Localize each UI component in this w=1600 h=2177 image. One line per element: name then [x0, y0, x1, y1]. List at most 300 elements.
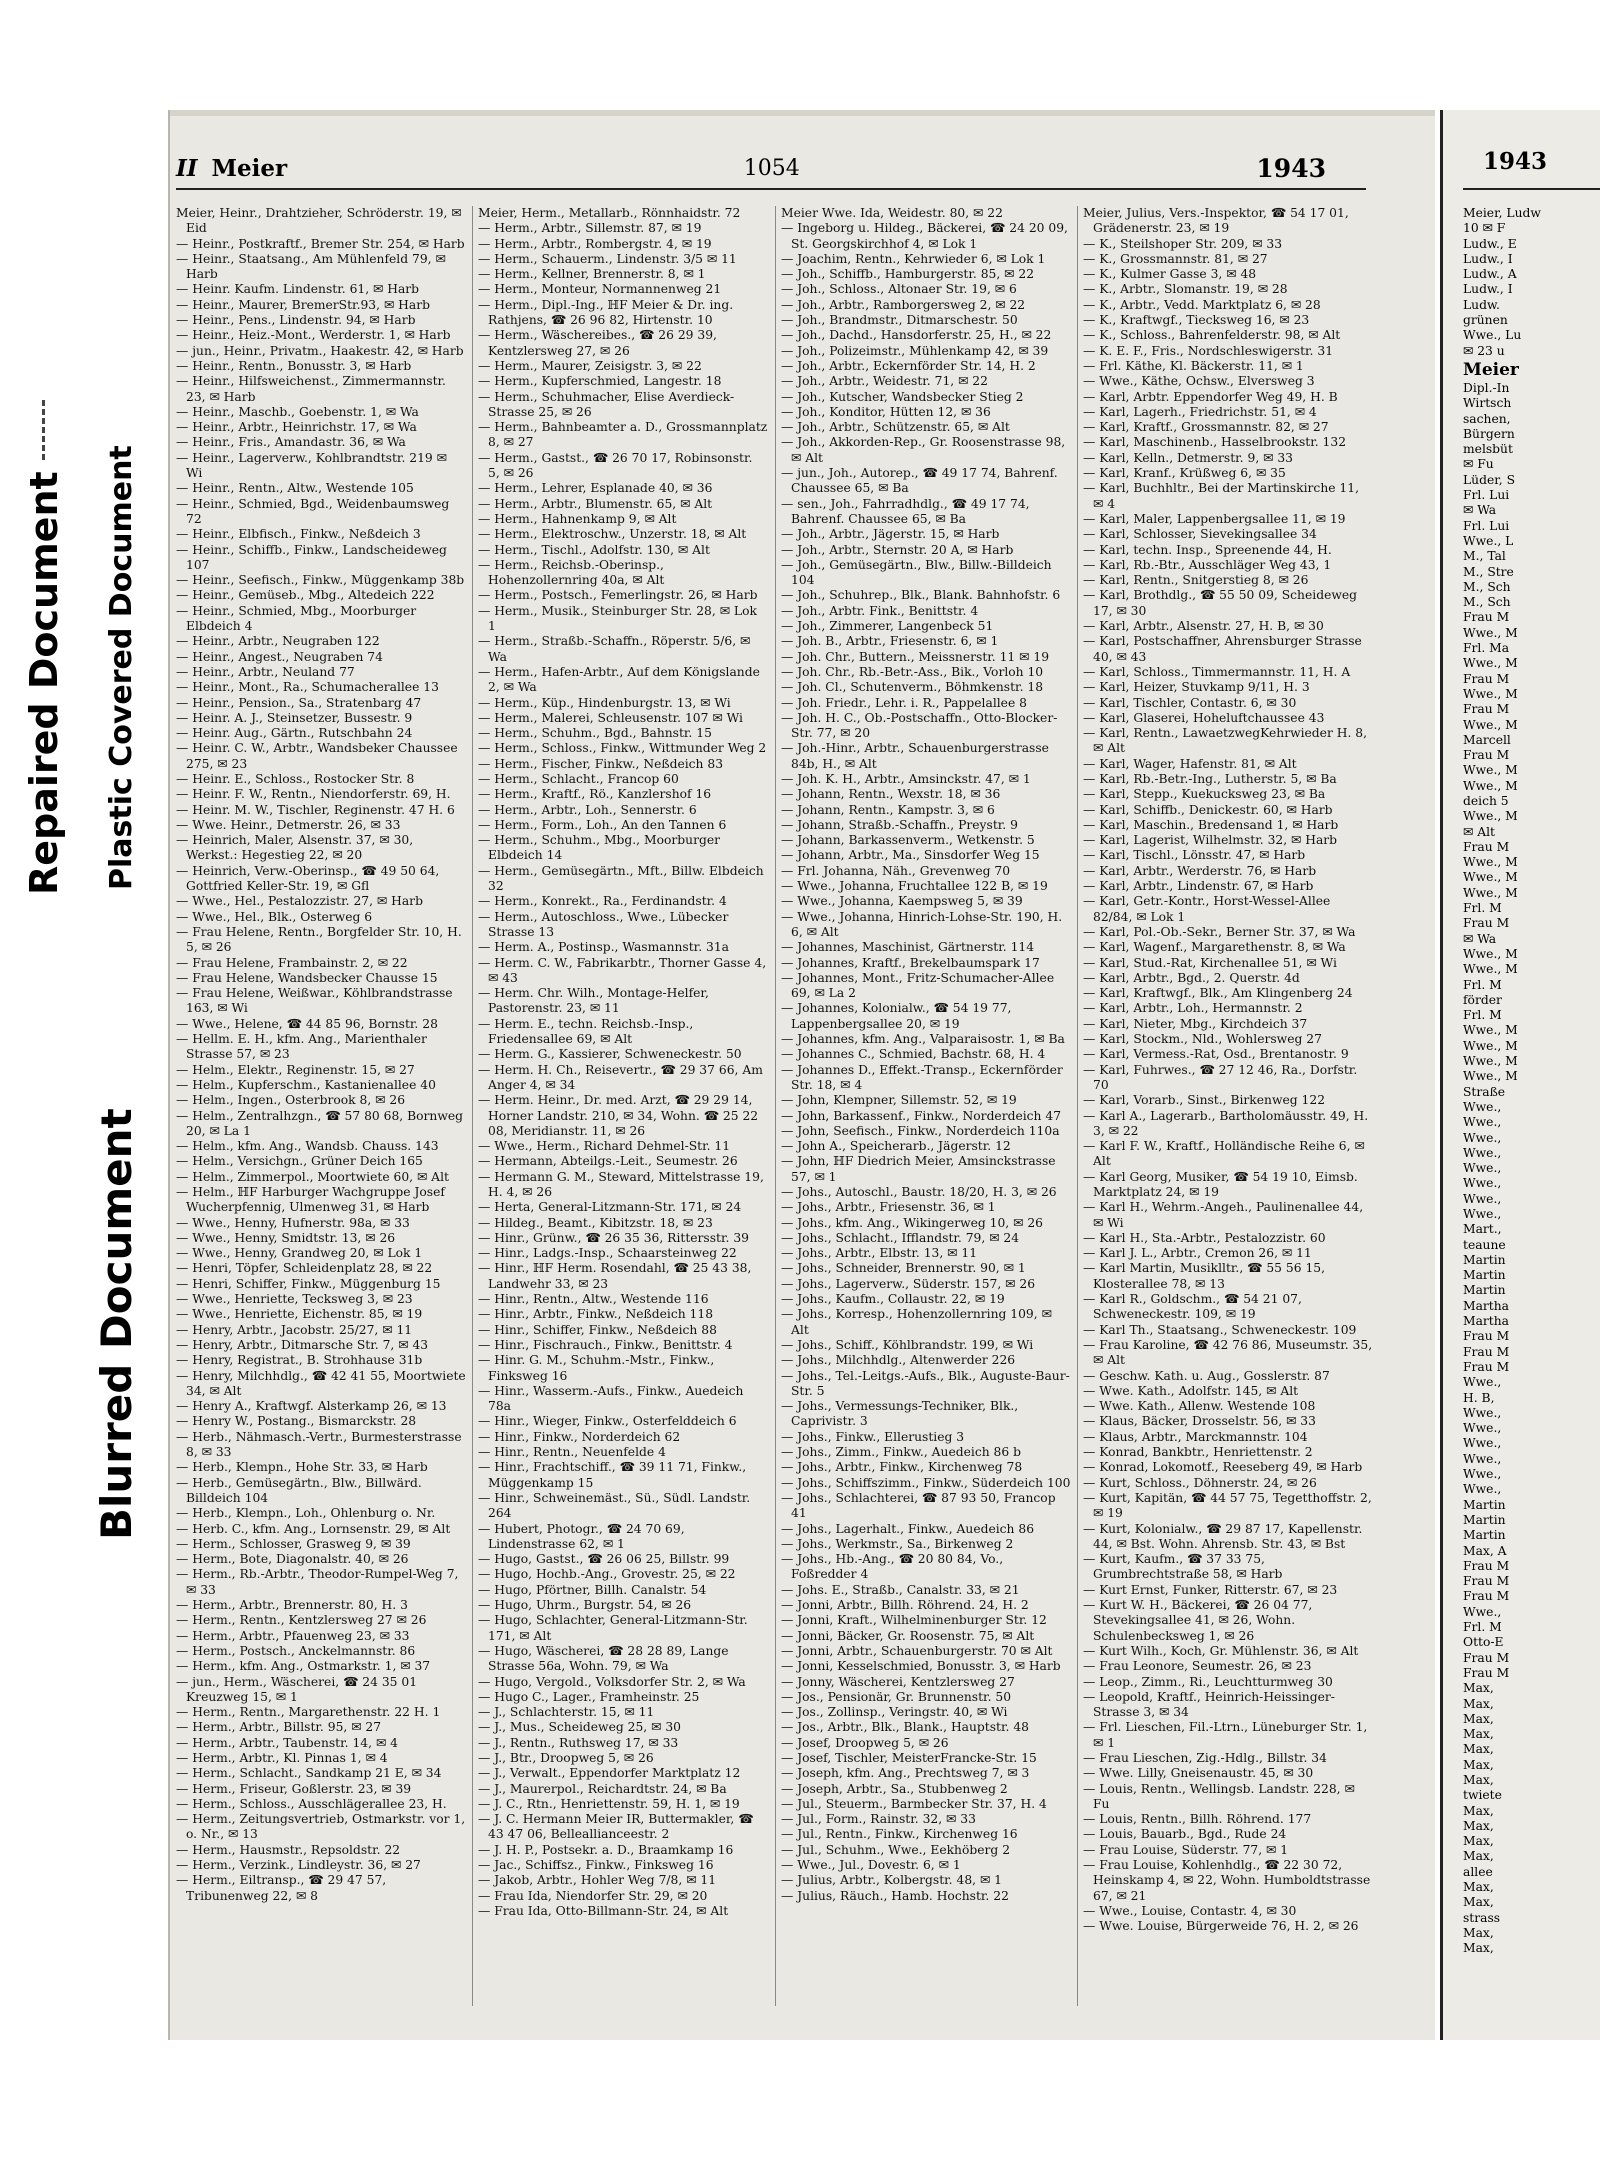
directory-entry: — Kurt Wilh., Koch, Gr. Mühlenstr. 36, ✉ Alt: [1083, 1644, 1373, 1659]
directory-entry: — Johann, Straßb.-Schaffn., Preystr. 9: [781, 818, 1071, 833]
directory-entry: — Hinr., Grünw., ☎ 26 35 36, Rittersstr. 39: [478, 1231, 768, 1246]
directory-entry: — Herm., Schloss., Ausschlägerallee 23, H.: [176, 1797, 466, 1812]
directory-entry: — Johs., Autoschl., Baustr. 18/20, H. 3, ✉ 26: [781, 1185, 1071, 1200]
directory-entry: — Jonny, Wäscherei, Kentzlersweg 27: [781, 1675, 1071, 1690]
directory-entry: — Herm., Dipl.-Ing., ℍF Meier & Dr. ing. Rathjens, ☎ 26 96 82, Hirtenstr. 10: [478, 298, 768, 329]
next-page-line: M., Sch: [1463, 595, 1511, 610]
directory-entry: — John, Seefisch., Finkw., Norderdeich 110a: [781, 1124, 1071, 1139]
directory-entry: — Herm., Rb.-Arbtr., Theodor-Rumpel-Weg 7, ✉ 33: [176, 1567, 466, 1598]
next-page-line: Max,: [1463, 1895, 1494, 1910]
directory-entry: — Joh., Polizeimstr., Mühlenkamp 42, ✉ 39: [781, 344, 1071, 359]
directory-entry: — K., Arbtr., Slomanstr. 19, ✉ 28: [1083, 282, 1373, 297]
directory-entry: — Herb. C., kfm. Ang., Lornsenstr. 29, ✉ Alt: [176, 1522, 466, 1537]
directory-entry: — Hellm. E. H., kfm. Ang., Marienthaler Strasse 57, ✉ 23: [176, 1032, 466, 1063]
directory-entry: — Josef, Tischler, MeisterFrancke-Str. 15: [781, 1751, 1071, 1766]
next-page-line: Wwe.,: [1463, 1176, 1502, 1191]
directory-entry: — Herm., Schloss., Finkw., Wittmunder Weg 2: [478, 741, 768, 756]
directory-entry: — Karl, Nieter, Mbg., Kirchdeich 37: [1083, 1017, 1373, 1032]
directory-entry: — Frau Helene, Wandsbecker Chausse 15: [176, 971, 466, 986]
directory-entry: — Wwe., Käthe, Ochsw., Elversweg 3: [1083, 374, 1373, 389]
directory-entry: — Hugo, Wäscherei, ☎ 28 28 89, Lange Strasse 56a, Wohn. 79, ✉ Wa: [478, 1644, 768, 1675]
directory-entry: — Herm., Straßb.-Schaffn., Röperstr. 5/6, ✉ Wa: [478, 634, 768, 665]
directory-entry: — Herm., Maurer, Zeisigstr. 3, ✉ 22: [478, 359, 768, 374]
directory-entry: Meier Wwe. Ida, Weidestr. 80, ✉ 22: [781, 206, 1003, 220]
directory-entry: — Herb., Klempn., Loh., Ohlenburg o. Nr.: [176, 1506, 466, 1521]
next-page-line: förder: [1463, 992, 1502, 1007]
next-page-line: Frl. M: [1463, 901, 1502, 916]
directory-entry: — Hermann, Abteilgs.-Leit., Seumestr. 26: [478, 1154, 768, 1169]
next-page-line: Frl. M: [1463, 1620, 1502, 1635]
directory-entry: — Karl F. W., Kraftf., Holländische Reihe 6, ✉ Alt: [1083, 1139, 1373, 1170]
directory-entry: — Johs., Schlachterei, ☎ 87 93 50, Francop 41: [781, 1491, 1071, 1522]
next-page-line: Wwe., M: [1463, 870, 1518, 885]
next-page-line: ✉ Wa: [1463, 931, 1497, 946]
directory-entry: — Karl, Rb.-Btr., Ausschläger Weg 43, 1: [1083, 558, 1373, 573]
directory-entry: — Johann, Rentn., Kampstr. 3, ✉ 6: [781, 803, 1071, 818]
directory-entry: — Frau Helene, Frambainstr. 2, ✉ 22: [176, 956, 466, 971]
next-page-line: Wwe., M: [1463, 962, 1518, 977]
directory-entry: — Wwe., Hel., Pestalozzistr. 27, ✉ Harb: [176, 894, 466, 909]
directory-entry: — Julius, Arbtr., Kolbergstr. 48, ✉ 1: [781, 1873, 1071, 1888]
directory-entry: Meier, Heinr., Drahtzieher, Schröderstr. 19, ✉ Eid: [176, 206, 462, 236]
blurred-document-label: Blurred Document: [92, 1108, 141, 1540]
directory-column-4: [1083, 206, 1373, 2006]
directory-entry: — Helm., kfm. Ang., Wandsb. Chauss. 143: [176, 1139, 466, 1154]
directory-entry: — Frau Helene, Weißwar., Köhlbrandstrasse 163, ✉ Wi: [176, 986, 466, 1017]
directory-entry: — K., Grossmannstr. 81, ✉ 27: [1083, 252, 1373, 267]
directory-entry: — Karl, Schlosser, Sievekingsallee 34: [1083, 527, 1373, 542]
directory-entry: — Herm., Elektroschw., Unzerstr. 18, ✉ Alt: [478, 527, 768, 542]
directory-entry: — Jonni, Kraft., Wilhelminenburger Str. 12: [781, 1613, 1071, 1628]
directory-entry: — Herm. H. Ch., Reisevertr., ☎ 29 37 66, Am Anger 4, ✉ 34: [478, 1063, 768, 1094]
directory-entry: — Jac., Schiffsz., Finkw., Finksweg 16: [478, 1858, 768, 1873]
directory-entry: — Karl, Maschin., Bredensand 1, ✉ Harb: [1083, 818, 1373, 833]
directory-entry: — Joh., Brandmstr., Ditmarschestr. 50: [781, 313, 1071, 328]
directory-entry: — Johannes, kfm. Ang., Valparaisostr. 1, ✉ Ba: [781, 1032, 1071, 1047]
directory-entry: — Konrad, Bankbtr., Henriettenstr. 2: [1083, 1445, 1373, 1460]
directory-entry: — Hugo, Vergold., Volksdorfer Str. 2, ✉ Wa: [478, 1675, 768, 1690]
directory-entry: — Karl, Arbtr., Loh., Hermannstr. 2: [1083, 1001, 1373, 1016]
next-page-line: Wwe., M: [1463, 946, 1518, 961]
directory-entry: — Joh., Arbtr., Schützenstr. 65, ✉ Alt: [781, 420, 1071, 435]
directory-entry: — Karl, Postschaffner, Ahrensburger Strasse 40, ✉ 43: [1083, 634, 1373, 665]
directory-entry: — Henry A., Kraftwgf. Alsterkamp 26, ✉ 13: [176, 1399, 466, 1414]
directory-entry: — Johannes, Mont., Fritz-Schumacher-Allee 69, ✉ La 2: [781, 971, 1071, 1002]
directory-entry: — Joseph, Arbtr., Sa., Stubbenweg 2: [781, 1782, 1071, 1797]
directory-entry: — Leopold, Kraftf., Heinrich-Heissinger-Strasse 3, ✉ 34: [1083, 1690, 1373, 1721]
directory-entry: — Hinr., Rentn., Neuenfelde 4: [478, 1445, 768, 1460]
directory-entry: — Josef, Droopweg 5, ✉ 26: [781, 1736, 1071, 1751]
directory-entry: — Hinr., Rentn., Altw., Westende 116: [478, 1292, 768, 1307]
directory-entry: — Konrad, Lokomotf., Reeseberg 49, ✉ Harb: [1083, 1460, 1373, 1475]
directory-entry: — Karl, Maschinenb., Hasselbrookstr. 132: [1083, 435, 1373, 450]
directory-entry: — Jul., Schuhm., Wwe., Eekhöberg 2: [781, 1843, 1071, 1858]
next-page-line: Max, A: [1463, 1543, 1507, 1558]
directory-entry: — Louis, Rentn., Wellingsb. Landstr. 228, ✉ Fu: [1083, 1782, 1373, 1813]
next-page-line: Max,: [1463, 1681, 1494, 1696]
next-page-line: H. B,: [1463, 1390, 1495, 1405]
directory-entry: — Hugo, Uhrm., Burgstr. 54, ✉ 26: [478, 1598, 768, 1613]
directory-entry: — Herm., Form., Loh., An den Tannen 6: [478, 818, 768, 833]
directory-entry: — Heinr. C. W., Arbtr., Wandsbeker Chaussee 275, ✉ 23: [176, 741, 466, 772]
next-page-line: Wwe., M: [1463, 778, 1518, 793]
directory-entry: Meier, Julius, Vers.-Inspektor, ☎ 54 17 01, Grädenerstr. 23, ✉ 19: [1083, 206, 1349, 236]
directory-entry: — Joh., Arbtr., Eckernförder Str. 14, H. 2: [781, 359, 1071, 374]
directory-entry: — Heinr., Heiz.-Mont., Werderstr. 1, ✉ Harb: [176, 328, 466, 343]
directory-entry: — Herm., Malerei, Schleusenstr. 107 ✉ Wi: [478, 711, 768, 726]
directory-entry: — Johs., Milchhdlg., Altenwerder 226: [781, 1353, 1071, 1368]
directory-entry: — Herm., Bote, Diagonalstr. 40, ✉ 26: [176, 1552, 466, 1567]
directory-entry: — Herm., Arbtr., Brennerstr. 80, H. 3: [176, 1598, 466, 1613]
directory-entry: — jun., Heinr., Privatm., Haakestr. 42, ✉ Harb: [176, 344, 466, 359]
directory-entry: — Jos., Arbtr., Blk., Blank., Hauptstr. 48: [781, 1720, 1071, 1735]
directory-entry: — Karl, Pol.-Ob.-Sekr., Berner Str. 37, ✉ Wa: [1083, 925, 1373, 940]
directory-entry: — Heinr., Schmied, Bgd., Weidenbaumsweg 72: [176, 497, 466, 528]
directory-entry: — Karl, Vermess.-Rat, Osd., Brentanostr. 9: [1083, 1047, 1373, 1062]
directory-entry: — Heinr., Staatsang., Am Mühlenfeld 79, ✉ Harb: [176, 252, 466, 283]
directory-entry: — Karl A., Lagerarb., Bartholomäusstr. 49, H. 3, ✉ 22: [1083, 1109, 1373, 1140]
plastic-covered-document-label: Plastic Covered Document: [104, 445, 139, 890]
directory-entry: — Joh. Chr., Buttern., Meissnerstr. 11 ✉ 19: [781, 650, 1071, 665]
directory-entry: — John A., Speicherarb., Jägerstr. 12: [781, 1139, 1071, 1154]
directory-entry: — Karl H., Sta.-Arbtr., Pestalozzistr. 60: [1083, 1231, 1373, 1246]
directory-entry: — Karl, Stockm., Nld., Wohlersweg 27: [1083, 1032, 1373, 1047]
next-page-line: ✉ Wa: [1463, 503, 1497, 518]
next-page-line: Wwe.,: [1463, 1421, 1502, 1436]
directory-entry: — Karl, Arbtr., Bgd., 2. Querstr. 4d: [1083, 971, 1373, 986]
directory-entry: — Heinr., Angest., Neugraben 74: [176, 650, 466, 665]
directory-entry: — Johs., Lagerverw., Süderstr. 157, ✉ 26: [781, 1277, 1071, 1292]
directory-entry: — Johannes, Kraftf., Brekelbaumspark 17: [781, 956, 1071, 971]
directory-entry: — Karl, Fuhrwes., ☎ 27 12 46, Ra., Dorfstr. 70: [1083, 1063, 1373, 1094]
next-page-line: Max,: [1463, 1757, 1494, 1772]
directory-entry: — Herm. E., techn. Reichsb.-Insp., Friedensallee 69, ✉ Alt: [478, 1017, 768, 1048]
repaired-document-label: Repaired Document: [22, 471, 66, 895]
directory-entry: — Heinr., Seefisch., Finkw., Müggenkamp 38b: [176, 573, 466, 588]
directory-entry: — Heinr. F. W., Rentn., Niendorferstr. 69, H.: [176, 787, 466, 802]
directory-entry: — Karl H., Wehrm.-Angeh., Paulinenallee 44, ✉ Wi: [1083, 1200, 1373, 1231]
directory-entry: — Joh., Dachd., Hansdorferstr. 25, H., ✉ 22: [781, 328, 1071, 343]
next-page-line: Frl. Lui: [1463, 518, 1510, 533]
directory-entry: — Herm., Friseur, Goßlerstr. 23, ✉ 39: [176, 1782, 466, 1797]
directory-entry: — Johs., Tel.-Leitgs.-Aufs., Blk., Auguste-Baur-Str. 5: [781, 1369, 1071, 1400]
directory-entry: — Henry W., Postang., Bismarckstr. 28: [176, 1414, 466, 1429]
directory-entry: — Heinr. M. W., Tischler, Reginenstr. 47 H. 6: [176, 803, 466, 818]
directory-entry: — Wwe., Henny, Grandweg 20, ✉ Lok 1: [176, 1246, 466, 1261]
directory-entry: — Klaus, Arbtr., Marckmannstr. 104: [1083, 1430, 1373, 1445]
next-page-line: Frl. M: [1463, 977, 1502, 992]
directory-entry: — Hermann G. M., Steward, Mittelstrasse 19, H. 4, ✉ 26: [478, 1170, 768, 1201]
directory-entry: — Joachim, Rentn., Kehrwieder 6, ✉ Lok 1: [781, 252, 1071, 267]
next-page-line: M., Sch: [1463, 579, 1511, 594]
directory-entry: — Johann, Arbtr., Ma., Sinsdorfer Weg 15: [781, 848, 1071, 863]
directory-entry: — Hildeg., Beamt., Kibitzstr. 18, ✉ 23: [478, 1216, 768, 1231]
next-page-line: Frau M: [1463, 1650, 1510, 1665]
directory-entry: — Johs., Finkw., Ellerustieg 3: [781, 1430, 1071, 1445]
next-page-line: Ludw., E: [1463, 236, 1517, 251]
directory-entry: — Herm., Schauerm., Lindenstr. 3/5 ✉ 11: [478, 252, 768, 267]
directory-entry: — Heinr., Rentn., Altw., Westende 105: [176, 481, 466, 496]
directory-entry: — Joh. Chr., Rb.-Betr.-Ass., Bik., Vorloh 10: [781, 665, 1071, 680]
directory-entry: — Karl, Vorarb., Sinst., Birkenweg 122: [1083, 1093, 1373, 1108]
directory-entry: — Herm., Hahnenkamp 9, ✉ Alt: [478, 512, 768, 527]
directory-entry: — Herm. C. W., Fabrikarbtr., Thorner Gasse 4, ✉ 43: [478, 956, 768, 987]
next-page-line: Frau M: [1463, 916, 1510, 931]
directory-entry: — Wwe., Henny, Smidtstr. 13, ✉ 26: [176, 1231, 466, 1246]
directory-entry: — Herm., Rentn., Margarethenstr. 22 H. 1: [176, 1705, 466, 1720]
directory-entry: — Hugo, Pförtner, Billh. Canalstr. 54: [478, 1583, 768, 1598]
directory-entry: — Jakob, Arbtr., Hohler Weg 7/8, ✉ 11: [478, 1873, 768, 1888]
directory-entry: — Frl. Lieschen, Fil.-Ltrn., Lüneburger Str. 1, ✉ 1: [1083, 1720, 1373, 1751]
directory-entry: — Karl, Tischl., Lönsstr. 47, ✉ Harb: [1083, 848, 1373, 863]
directory-entry: — J., Rentn., Ruthsweg 17, ✉ 33: [478, 1736, 768, 1751]
directory-entry: — Karl, Rb.-Betr.-Ing., Lutherstr. 5, ✉ Ba: [1083, 772, 1373, 787]
directory-entry: — Karl, Stud.-Rat, Kirchenallee 51, ✉ Wi: [1083, 956, 1373, 971]
next-page-line: Frl. Lui: [1463, 488, 1510, 503]
directory-entry: — Joh., Arbtr., Weidestr. 71, ✉ 22: [781, 374, 1071, 389]
next-page-line: Marcell: [1463, 732, 1511, 747]
directory-entry: — Herm., Hausmstr., Repsoldstr. 22: [176, 1843, 466, 1858]
directory-entry: — Karl, Kraftwgf., Blk., Am Klingenberg 24: [1083, 986, 1373, 1001]
directory-entry: — Joh. Friedr., Lehr. i. R., Pappelallee 8: [781, 696, 1071, 711]
next-page-column: [1463, 206, 1600, 1957]
next-page-line: Max,: [1463, 1696, 1494, 1711]
directory-entry: — Herb., Nähmasch.-Vertr., Burmesterstrasse 8, ✉ 33: [176, 1430, 466, 1461]
directory-entry: — Karl, Getr.-Kontr., Horst-Wessel-Allee 82/84, ✉ Lok 1: [1083, 894, 1373, 925]
directory-entry: — Karl, techn. Insp., Spreenende 44, H.: [1083, 543, 1373, 558]
page-number: 1054: [743, 155, 800, 181]
directory-column-1: [176, 206, 466, 2006]
next-page-line: Max,: [1463, 1818, 1494, 1833]
next-page-line: Frau M: [1463, 748, 1510, 763]
directory-entry: — Henry, Milchhdlg., ☎ 42 41 55, Moortwiete 34, ✉ Alt: [176, 1369, 466, 1400]
directory-entry: — Herm., Arbtr., Rombergstr. 4, ✉ 19: [478, 237, 768, 252]
directory-entry: — Jul., Rentn., Finkw., Kirchenweg 16: [781, 1827, 1071, 1842]
next-page-line: Wwe.,: [1463, 1436, 1502, 1451]
next-page-line: Wwe., M: [1463, 763, 1518, 778]
directory-entry: — Karl, Schiffb., Denickestr. 60, ✉ Harb: [1083, 803, 1373, 818]
directory-entry: — Heinr., Maurer, BremerStr.93, ✉ Harb: [176, 298, 466, 313]
directory-entry: — K., Steilshoper Str. 209, ✉ 33: [1083, 237, 1373, 252]
directory-entry: — Johs., Hb.-Ang., ☎ 20 80 84, Vo., Foßredder 4: [781, 1552, 1071, 1583]
directory-entry: — Herm., Arbtr., Loh., Sennerstr. 6: [478, 803, 768, 818]
directory-entry: — Hinr., Finkw., Norderdeich 62: [478, 1430, 768, 1445]
next-page-line: Frau M: [1463, 1665, 1510, 1680]
next-page-line: Max,: [1463, 1925, 1494, 1940]
directory-entry: — Wwe., Hel., Blk., Osterweg 6: [176, 910, 466, 925]
next-page-line: grünen: [1463, 313, 1508, 328]
directory-entry: — Joh., Arbtr., Ramborgersweg 2, ✉ 22: [781, 298, 1071, 313]
next-page-line: Frl. M: [1463, 1008, 1502, 1023]
next-page-line: Frl. Ma: [1463, 641, 1510, 656]
directory-entry: — Heinr., Postkraftf., Bremer Str. 254, ✉ Harb: [176, 237, 466, 252]
next-page-line: Ludw., I: [1463, 251, 1513, 266]
directory-entry: — Frl. Johanna, Näh., Grevenweg 70: [781, 864, 1071, 879]
directory-entry: — Helm., Kupferschm., Kastanienallee 40: [176, 1078, 466, 1093]
directory-entry: — Karl, Wagenf., Margarethenstr. 8, ✉ Wa: [1083, 940, 1373, 955]
directory-entry: — Heinr., Fris., Amandastr. 36, ✉ Wa: [176, 435, 466, 450]
directory-entry: — Hugo, Hochb.-Ang., Grovestr. 25, ✉ 22: [478, 1567, 768, 1582]
directory-entry: — Heinr., Pens., Lindenstr. 94, ✉ Harb: [176, 313, 466, 328]
directory-entry: — Heinr., Arbtr., Heinrichstr. 17, ✉ Wa: [176, 420, 466, 435]
directory-entry: — Frau Louise, Kohlenhdlg., ☎ 22 30 72, Heinskamp 4, ✉ 22, Wohn. Humboldtstrasse 67, ✉ 21: [1083, 1858, 1373, 1904]
directory-entry: — Joh., Arbtr. Fink., Benittstr. 4: [781, 604, 1071, 619]
next-page-line: Frau M: [1463, 1574, 1510, 1589]
directory-entry: — Henry, Arbtr., Jacobstr. 25/27, ✉ 11: [176, 1323, 466, 1338]
next-page-line: Wwe.,: [1463, 1115, 1502, 1130]
next-page-line: Wwe.,: [1463, 1375, 1502, 1390]
directory-entry: — Louis, Bauarb., Bgd., Rude 24: [1083, 1827, 1373, 1842]
directory-entry: — Karl, Heizer, Stuvkamp 9/11, H. 3: [1083, 680, 1373, 695]
directory-entry: — Helm., Elektr., Reginenstr. 15, ✉ 27: [176, 1063, 466, 1078]
next-page-line: Frau M: [1463, 1589, 1510, 1604]
next-page-line: 10 ✉ F: [1463, 221, 1506, 236]
directory-entry: — Karl, Kranf., Krüßweg 6, ✉ 35: [1083, 466, 1373, 481]
directory-entry: — Joh., Schiffb., Hamburgerstr. 85, ✉ 22: [781, 267, 1071, 282]
running-head: [176, 155, 287, 182]
directory-entry: — Joh., Konditor, Hütten 12, ✉ 36: [781, 405, 1071, 420]
next-page-line: Frau M: [1463, 702, 1510, 717]
directory-entry: — Kurt W. H., Bäckerei, ☎ 26 04 77, Stevekingsallee 41, ✉ 26, Wohn. Schulenbecksweg 1, ✉ 26: [1083, 1598, 1373, 1644]
directory-entry: — Hinr., Wasserm.-Aufs., Finkw., Auedeich 78a: [478, 1384, 768, 1415]
directory-entry: — Joh., Kutscher, Wandsbecker Stieg 2: [781, 390, 1071, 405]
directory-entry: — Herm., Gemüsegärtn., Mft., Billw. Elbdeich 32: [478, 864, 768, 895]
next-page-line: Wwe., M: [1463, 686, 1518, 701]
directory-entry: — Herm., Kellner, Brennerstr. 8, ✉ 1: [478, 267, 768, 282]
directory-entry: — K., Kulmer Gasse 3, ✉ 48: [1083, 267, 1373, 282]
directory-entry: — Frau Louise, Süderstr. 77, ✉ 1: [1083, 1843, 1373, 1858]
directory-entry: — J., Maurerpol., Reichardtstr. 24, ✉ Ba: [478, 1782, 768, 1797]
next-page-line: Meier, Ludw: [1463, 206, 1541, 220]
directory-entry: — Joh. Cl., Schutenverm., Böhmkenstr. 18: [781, 680, 1071, 695]
directory-entry: — Herm., Autoschloss., Wwe., Lübecker Strasse 13: [478, 910, 768, 941]
directory-entry: — Karl, Arbtr., Werderstr. 76, ✉ Harb: [1083, 864, 1373, 879]
next-page-line: strass: [1463, 1910, 1501, 1925]
directory-entry: — Herm., Lehrer, Esplanade 40, ✉ 36: [478, 481, 768, 496]
directory-entry: — Johann, Rentn., Wexstr. 18, ✉ 36: [781, 787, 1071, 802]
directory-entry: — Karl R., Goldschm., ☎ 54 21 07, Schweneckestr. 109, ✉ 19: [1083, 1292, 1373, 1323]
next-page-line: Mart.,: [1463, 1222, 1502, 1237]
next-page-line: Wwe., Lu: [1463, 328, 1522, 343]
next-page-line: Wwe.,: [1463, 1604, 1502, 1619]
directory-entry: — Wwe. Kath., Adolfstr. 145, ✉ Alt: [1083, 1384, 1373, 1399]
directory-entry: — Helm., Ingen., Osterbrook 8, ✉ 26: [176, 1093, 466, 1108]
directory-entry: — Jos., Pensionär, Gr. Brunnenstr. 50: [781, 1690, 1071, 1705]
directory-entry: — Johannes D., Effekt.-Transp., Eckernförder Str. 18, ✉ 4: [781, 1063, 1071, 1094]
directory-entry: — Herm., Schuhm., Mbg., Moorburger Elbdeich 14: [478, 833, 768, 864]
directory-entry: — Johs., Schiff., Köhlbrandstr. 199, ✉ Wi: [781, 1338, 1071, 1353]
directory-entry: — Frau Helene, Rentn., Borgfelder Str. 10, H. 5, ✉ 26: [176, 925, 466, 956]
next-page-line: Ludw., A: [1463, 267, 1517, 282]
next-page-line: Max,: [1463, 1711, 1494, 1726]
directory-entry: — Klaus, Bäcker, Drosselstr. 56, ✉ 33: [1083, 1414, 1373, 1429]
directory-entry: — Herm., Arbtr., Blumenstr. 65, ✉ Alt: [478, 497, 768, 512]
next-page-line: Dipl.-In: [1463, 380, 1510, 395]
next-page-line: Wwe., M: [1463, 885, 1518, 900]
next-page-line: Ludw.: [1463, 297, 1500, 312]
directory-entry: — Joh., Arbtr., Jägerstr. 15, ✉ Harb: [781, 527, 1071, 542]
next-page-line: Martin: [1463, 1252, 1506, 1267]
next-page-year: 1943: [1483, 148, 1548, 175]
directory-entry: — Kurt, Kapitän, ☎ 44 57 75, Tegetthoffstr. 2, ✉ 19: [1083, 1491, 1373, 1522]
directory-entry: — Frau Karoline, ☎ 42 76 86, Museumstr. 35, ✉ Alt: [1083, 1338, 1373, 1369]
year-label: 1943: [1256, 153, 1326, 183]
next-page-line: Max,: [1463, 1742, 1494, 1757]
next-page-line: Frau M: [1463, 610, 1510, 625]
next-page-line: Wwe., M: [1463, 717, 1518, 732]
next-page-line: Wwe., M: [1463, 1038, 1518, 1053]
directory-entry: — Henry, Arbtr., Ditmarsche Str. 7, ✉ 43: [176, 1338, 466, 1353]
next-page-line: Wwe.,: [1463, 1207, 1502, 1221]
directory-entry: — Herm., Reichsb.-Oberinsp., Hohenzollernring 40a, ✉ Alt: [478, 558, 768, 589]
directory-entry: — Jos., Zollinsp., Veringstr. 40, ✉ Wi: [781, 1705, 1071, 1720]
directory-entry: — Heinr., Lagerverw., Kohlbrandtstr. 219 ✉ Wi: [176, 451, 466, 482]
directory-entry: — Hinr., Schweinemäst., Sü., Südl. Landstr. 264: [478, 1491, 768, 1522]
next-page-line: Wwe., M: [1463, 656, 1518, 671]
next-page-line: Max,: [1463, 1849, 1494, 1864]
directory-entry: — Herm., Arbtr., Sillemstr. 87, ✉ 19: [478, 221, 768, 236]
directory-entry: — Herm., Fischer, Finkw., Neßdeich 83: [478, 757, 768, 772]
next-page-line: Martha: [1463, 1314, 1509, 1329]
next-page-line: Wwe.,: [1463, 1191, 1502, 1206]
next-page-line: Straße: [1463, 1084, 1506, 1099]
directory-entry: — Herm., Postsch., Femerlingstr. 26, ✉ Harb: [478, 588, 768, 603]
directory-entry: — Jonni, Kesselschmied, Bonusstr. 3, ✉ Harb: [781, 1659, 1071, 1674]
next-page-line: Martin: [1463, 1512, 1506, 1527]
next-page-line: allee: [1463, 1864, 1493, 1879]
directory-entry: — Joseph, kfm. Ang., Prechtsweg 7, ✉ 3: [781, 1766, 1071, 1781]
directory-entry: — Herm., Wäschereibes., ☎ 26 29 39, Kentzlersweg 27, ✉ 26: [478, 328, 768, 359]
directory-entry: — Herb., Klempn., Hohe Str. 33, ✉ Harb: [176, 1460, 466, 1475]
page-edge: [170, 110, 1435, 116]
directory-entry: — Herm., kfm. Ang., Ostmarkstr. 1, ✉ 37: [176, 1659, 466, 1674]
directory-entry: — Johs., Korresp., Hohenzollernring 109, ✉ Alt: [781, 1307, 1071, 1338]
directory-entry: — Herm. Heinr., Dr. med. Arzt, ☎ 29 29 14, Horner Landstr. 210, ✉ 34, Wohn. ☎ 25 22 08, Meridianstr. 11, ✉ 26: [478, 1093, 768, 1139]
next-page-line: Martin: [1463, 1283, 1506, 1298]
directory-entry: — Herm., Bahnbeamter a. D., Grossmannplatz 8, ✉ 27: [478, 420, 768, 451]
directory-entry: — Karl, Arbtr., Alsenstr. 27, H. B, ✉ 30: [1083, 619, 1373, 634]
next-page-line: Wwe.,: [1463, 1405, 1502, 1420]
directory-entry: — Ingeborg u. Hildeg., Bäckerei, ☎ 24 20 09, St. Georgskirchhof 4, ✉ Lok 1: [781, 221, 1071, 252]
directory-entry: — Herm., Konrekt., Ra., Ferdinandstr. 4: [478, 894, 768, 909]
directory-entry: — Heinr. A. J., Steinsetzer, Bussestr. 9: [176, 711, 466, 726]
directory-entry: — Johann, Barkassenverm., Wetkenstr. 5: [781, 833, 1071, 848]
next-page-line: M., Stre: [1463, 564, 1514, 579]
next-page-line: Wwe.,: [1463, 1161, 1502, 1176]
next-page-line: twiete: [1463, 1788, 1502, 1803]
directory-entry: — K. E. F., Fris., Nordschleswigerstr. 31: [1083, 344, 1373, 359]
next-page-line: Frau M: [1463, 1359, 1510, 1374]
directory-entry: — Herm., Postsch., Anckelmannstr. 86: [176, 1644, 466, 1659]
next-page-line: Otto-E: [1463, 1635, 1504, 1650]
directory-entry: — Heinr., Maschb., Goebenstr. 1, ✉ Wa: [176, 405, 466, 420]
directory-entry: — Joh., Akkorden-Rep., Gr. Roosenstrasse 98, ✉ Alt: [781, 435, 1071, 466]
next-page-line: Wwe., M: [1463, 1023, 1518, 1038]
directory-entry: — Heinr., Arbtr., Neuland 77: [176, 665, 466, 680]
directory-entry: — Wwe. Louise, Bürgerweide 76, H. 2, ✉ 26: [1083, 1919, 1373, 1934]
directory-entry: — Wwe., Henriette, Eichenstr. 85, ✉ 19: [176, 1307, 466, 1322]
directory-entry: — Herm., Küp., Hindenburgstr. 13, ✉ Wi: [478, 696, 768, 711]
next-page-heading: Meier: [1463, 359, 1519, 380]
next-page-fragment: [1440, 110, 1600, 2040]
directory-entry: — Heinr., Rentn., Bonusstr. 3, ✉ Harb: [176, 359, 466, 374]
directory-entry: — Wwe., Henriette, Tecksweg 3, ✉ 23: [176, 1292, 466, 1307]
next-page-line: Max,: [1463, 1727, 1494, 1742]
next-page-line: ✉ 23 u: [1463, 343, 1505, 358]
directory-entry: — Johs., Schneider, Brennerstr. 90, ✉ 1: [781, 1261, 1071, 1276]
directory-entry: — Karl, Tischler, Contastr. 6, ✉ 30: [1083, 696, 1373, 711]
directory-entry: — Herm. Chr. Wilh., Montage-Helfer, Pastorenstr. 23, ✉ 11: [478, 986, 768, 1017]
